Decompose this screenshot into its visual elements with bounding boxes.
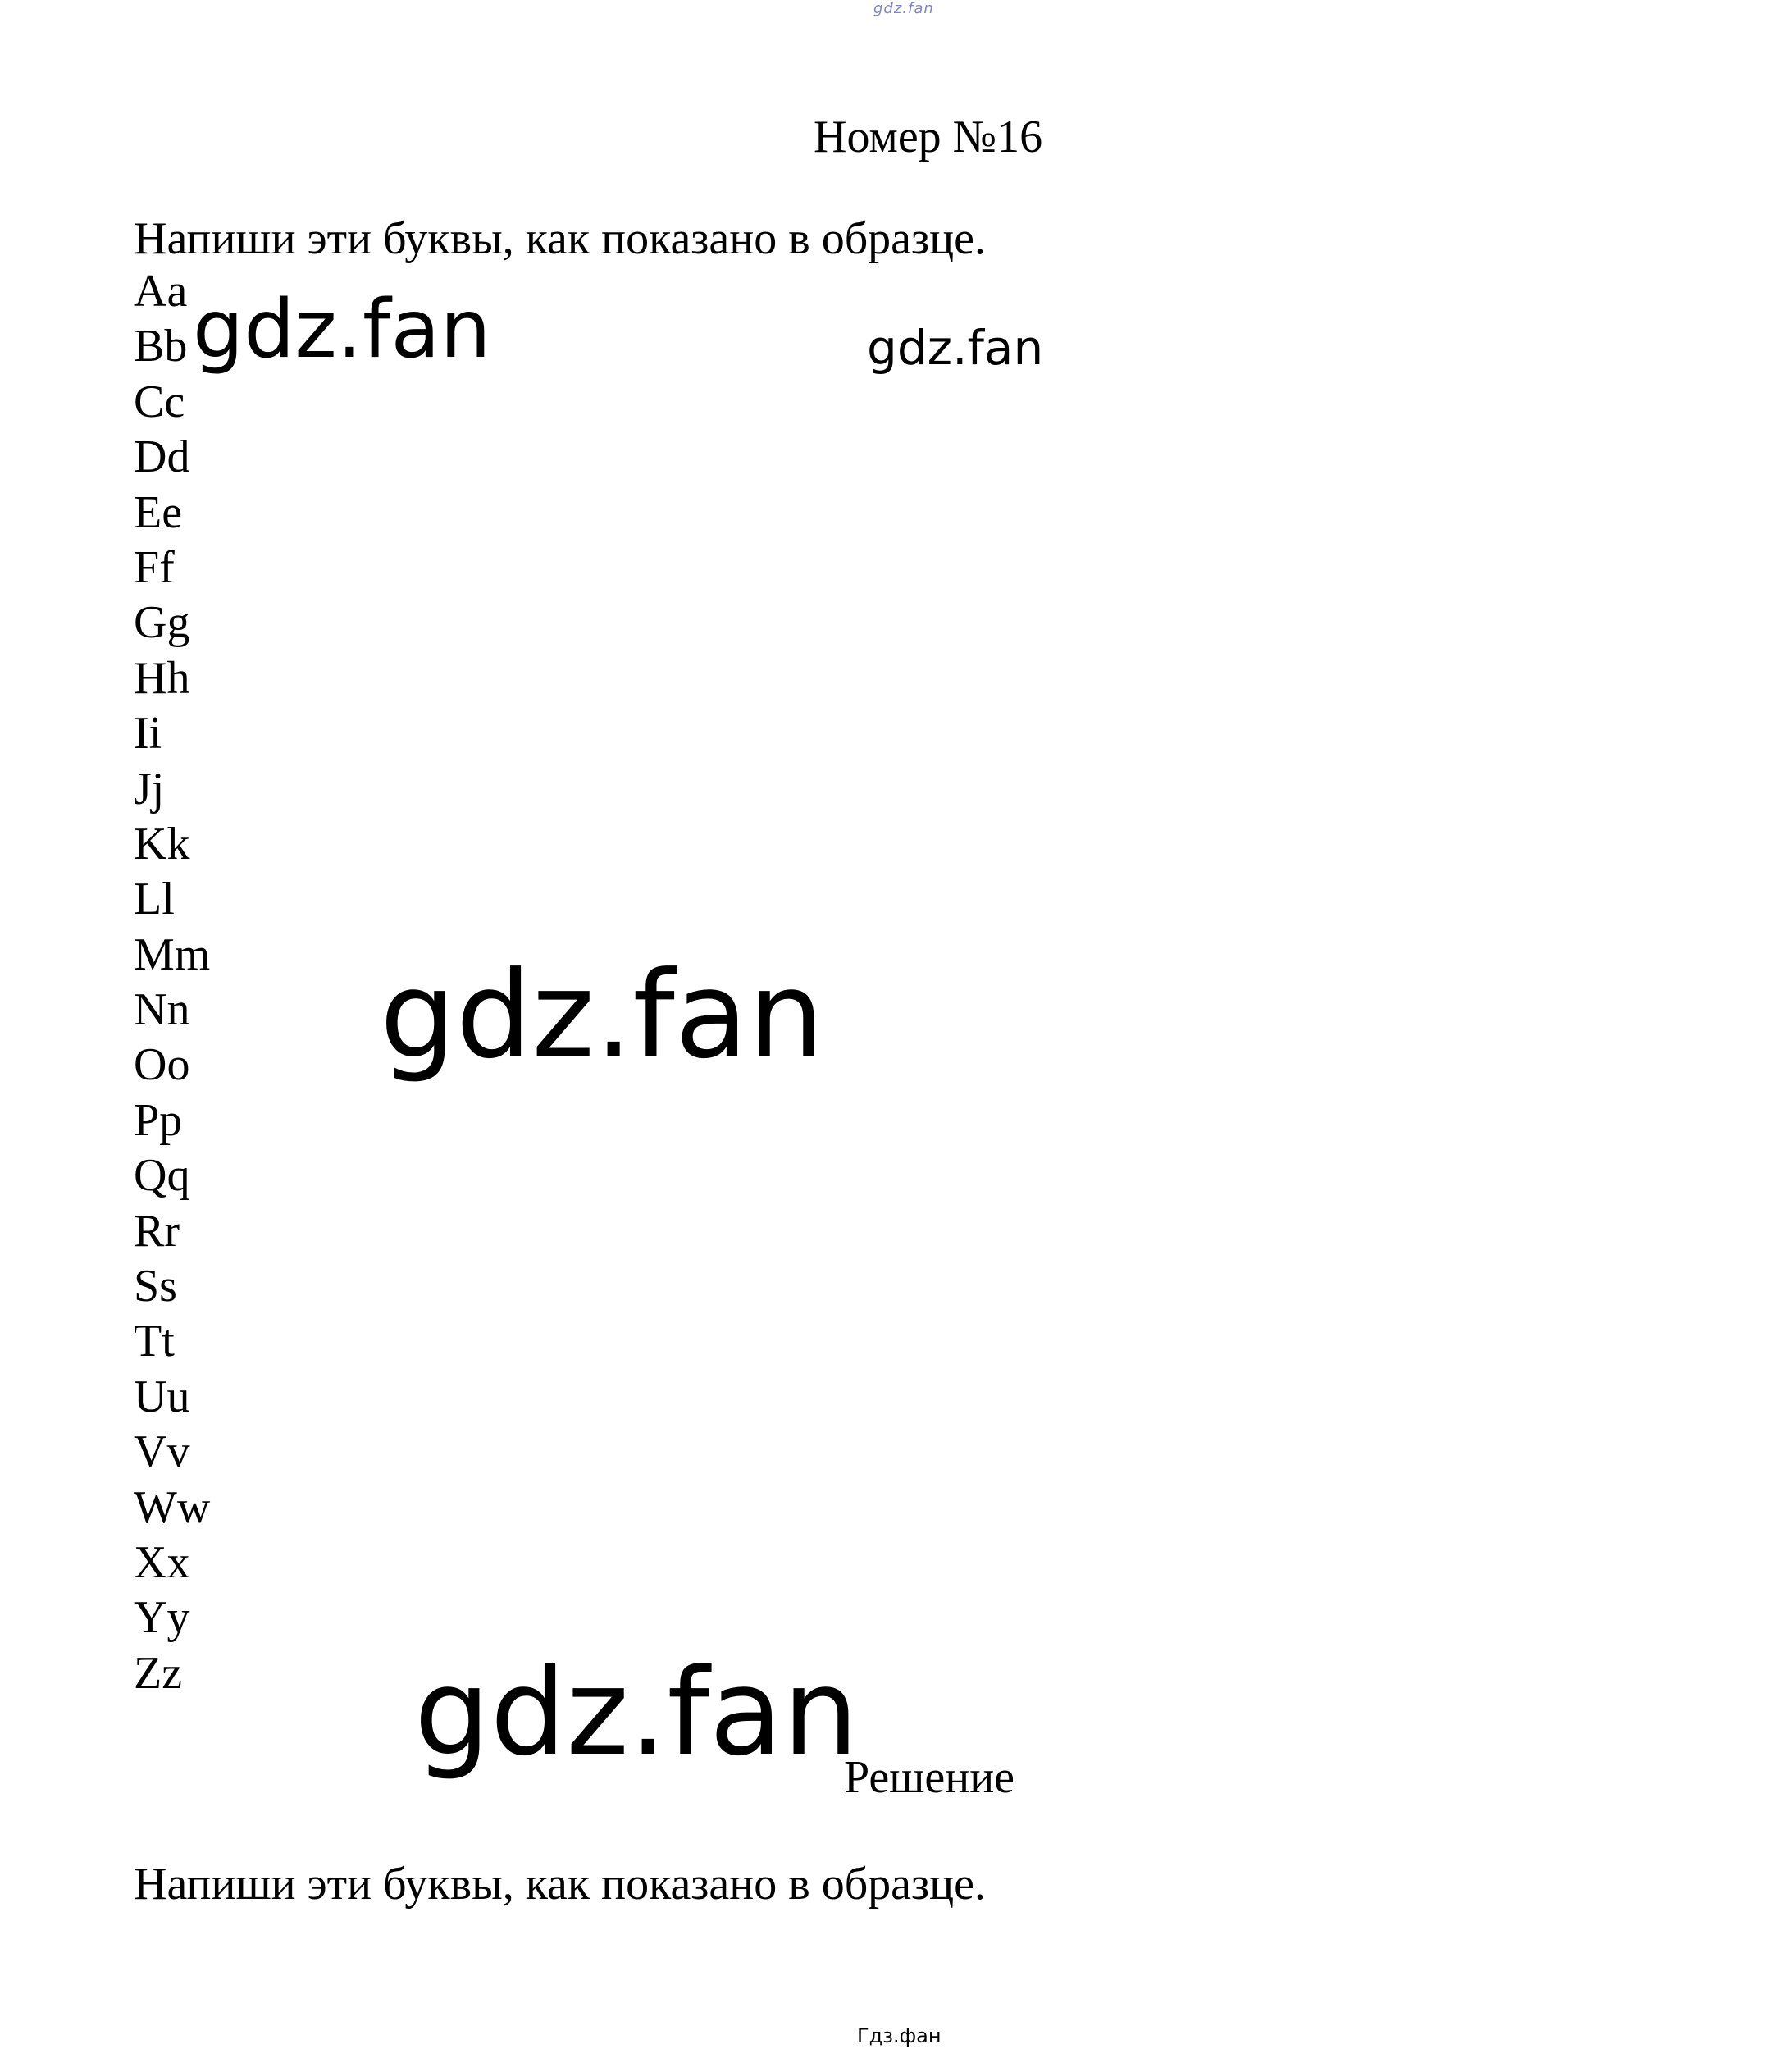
letter-pair: Xx xyxy=(134,1536,190,1588)
letter-pair: Rr xyxy=(134,1205,180,1257)
letter-pair: Dd xyxy=(134,431,190,483)
letter-pair: Vv xyxy=(134,1426,190,1478)
letter-pair: Nn xyxy=(134,984,190,1036)
letter-pair: Ii xyxy=(134,708,162,760)
letter-pair: Aa xyxy=(134,266,188,317)
task-instruction: Напиши эти буквы, как показано в образце. xyxy=(134,213,986,264)
watermark: gdz.fan xyxy=(193,283,491,376)
letter-pair: Kk xyxy=(134,818,190,869)
letter-pair: Bb xyxy=(134,321,188,372)
letter-pair: Uu xyxy=(134,1371,190,1422)
solution-title: Решение xyxy=(844,1752,1015,1803)
letter-pair: Yy xyxy=(134,1592,190,1644)
letter-pair: Jj xyxy=(134,763,165,815)
letter-pair: Mm xyxy=(134,929,211,980)
watermark: gdz.fan xyxy=(867,320,1044,376)
letter-pair: Ee xyxy=(134,486,183,538)
letter-pair: Cc xyxy=(134,376,185,427)
top-watermark: gdz.fan xyxy=(873,0,934,17)
letter-pair: Ff xyxy=(134,541,175,593)
letter-pair: Pp xyxy=(134,1094,183,1146)
page-title: Номер №16 xyxy=(814,112,1043,162)
letter-pair: Ww xyxy=(134,1481,211,1533)
letter-pair: Oo xyxy=(134,1039,190,1091)
letter-pair: Zz xyxy=(134,1647,183,1699)
solution-instruction: Напиши эти буквы, как показано в образце. xyxy=(134,1859,986,1910)
watermark: gdz.fan xyxy=(414,1643,859,1782)
letter-pair: Ll xyxy=(134,874,175,925)
letters-list xyxy=(134,264,210,1701)
letter-pair: Tt xyxy=(134,1316,175,1367)
letter-pair: Ss xyxy=(134,1261,177,1312)
letter-pair: Qq xyxy=(134,1150,190,1202)
watermark: gdz.fan xyxy=(380,946,824,1085)
letter-pair: Gg xyxy=(134,597,190,649)
footer-text: Гдз.фан xyxy=(857,2024,942,2047)
letter-pair: Hh xyxy=(134,652,190,704)
